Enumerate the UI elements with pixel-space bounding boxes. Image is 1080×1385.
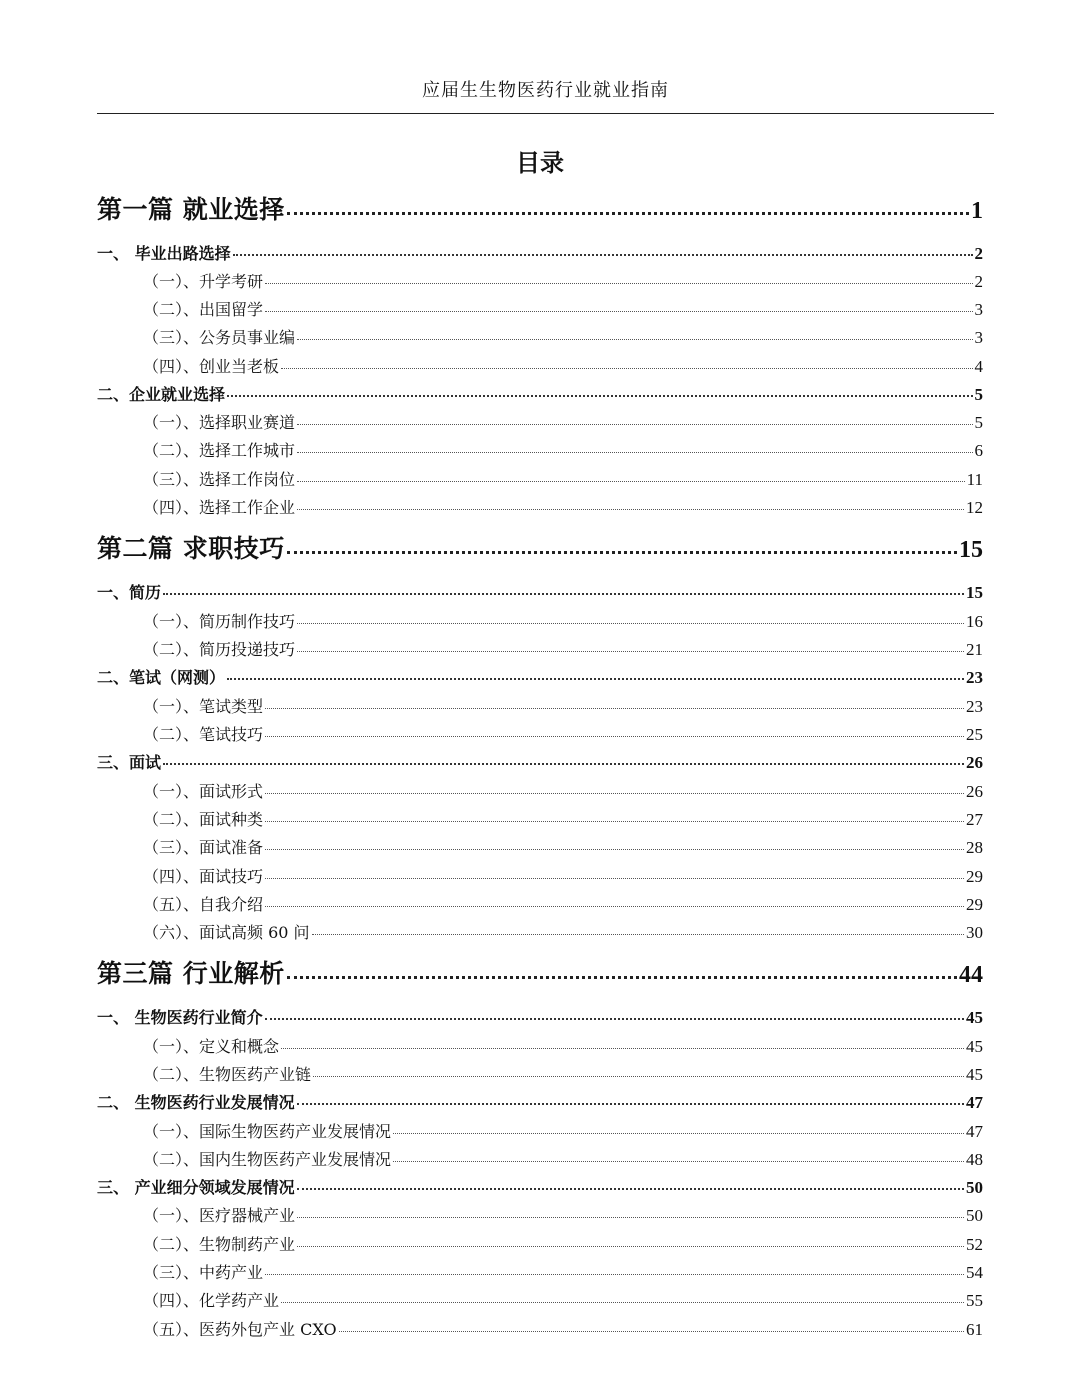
toc-entry-label: （一）、定义和概念 [143,1037,280,1056]
dot-leader [163,763,964,765]
toc-entry-label: （三）、选择工作岗位 [143,470,296,489]
dot-leader [265,821,964,822]
toc-entry-label: （五）、医药外包产业 CXO [143,1320,337,1339]
toc-entry-level-3[interactable] [97,609,983,632]
dot-leader [265,283,972,284]
running-header: 应届生生物医药行业就业指南 [422,80,669,101]
toc-entry-page-number: 27 [966,810,983,829]
dot-leader [297,424,972,425]
toc-entry-level-3[interactable] [97,1147,983,1170]
toc-entry-label: （一）、笔试类型 [143,697,264,716]
toc-entry-level-3[interactable] [97,1119,983,1142]
toc-entry-level-3[interactable] [97,779,983,802]
toc-entry-page-number: 61 [966,1320,983,1339]
dot-leader [297,651,964,652]
toc-entry-page-number: 3 [974,328,983,347]
toc-entry-level-3[interactable] [97,438,983,461]
dot-leader [313,1076,964,1077]
toc-entry-level-3[interactable] [97,354,983,377]
toc-entry-page-number: 30 [966,923,983,942]
toc-entry-page-number: 1 [971,198,983,224]
toc-entry-page-number: 54 [966,1263,983,1282]
toc-entry-page-number: 5 [974,385,983,404]
toc-entry-page-number: 23 [966,668,983,687]
toc-entry-label: （五）、自我介绍 [143,895,264,914]
toc-entry-page-number: 11 [966,470,983,489]
toc-entry-label: 一、 毕业出路选择 [97,244,231,263]
toc-entry-level-3[interactable] [97,297,983,320]
toc-entry-page-number: 25 [966,725,983,744]
toc-entry-level-2[interactable] [97,241,983,264]
dot-leader [265,736,964,737]
toc-entry-page-number: 6 [974,441,983,460]
toc-entry-page-number: 2 [974,272,983,291]
toc-entry-level-3[interactable] [97,410,983,433]
toc-entry-page-number: 45 [966,1008,983,1027]
toc-title: 目录 [516,149,564,177]
dot-leader [297,1103,964,1105]
toc-entry-label: （二）、选择工作城市 [143,441,296,460]
toc-entry-level-3[interactable] [97,722,983,745]
toc-entry-page-number: 23 [966,697,983,716]
toc-entry-page-number: 3 [974,300,983,319]
toc-entry-level-2[interactable] [97,1175,983,1198]
dot-leader [281,368,972,369]
dot-leader [281,1048,964,1049]
toc-entry-label: （四）、化学药产业 [143,1291,280,1310]
dot-leader [227,395,972,397]
toc-entry-page-number: 48 [966,1150,983,1169]
toc-entry-level-2[interactable] [97,750,983,773]
toc-entry-label: （二）、出国留学 [143,300,264,319]
dot-leader [265,708,964,709]
toc-entry-label: （二）、笔试技巧 [143,725,264,744]
toc-entry-label: （二）、生物医药产业链 [143,1065,312,1084]
toc-entry-page-number: 15 [959,537,983,563]
toc-entry-level-3[interactable] [97,1034,983,1057]
dot-leader [297,1217,964,1218]
toc-entry-level-3[interactable] [97,637,983,660]
toc-entry-page-number: 52 [966,1235,983,1254]
toc-entry-level-1[interactable] [97,954,983,990]
toc-entry-page-number: 21 [966,640,983,659]
toc-entry-page-number: 45 [966,1037,983,1056]
toc-entry-label: （一）、医疗器械产业 [143,1206,296,1225]
toc-entry-page-number: 28 [966,838,983,857]
dot-leader [287,551,957,554]
toc-entry-label: 三、面试 [97,753,162,772]
toc-entry-level-2[interactable] [97,580,983,603]
toc-entry-label: 第二篇 求职技巧 [97,534,285,563]
dot-leader [339,1331,964,1332]
toc-entry-label: （二）、简历投递技巧 [143,640,296,659]
toc-entry-page-number: 5 [974,413,983,432]
toc-entry-label: 二、 生物医药行业发展情况 [97,1093,295,1112]
dot-leader [265,1018,964,1020]
toc-entry-level-1[interactable] [97,529,983,565]
dot-leader [297,509,964,510]
toc-entry-label: 第三篇 行业解析 [97,959,285,988]
dot-leader [297,1188,964,1190]
dot-leader [297,452,972,453]
toc-entry-label: （一）、简历制作技巧 [143,612,296,631]
toc-entry-level-3[interactable] [97,1288,983,1311]
dot-leader [393,1133,964,1134]
toc-entry-label: （三）、中药产业 [143,1263,264,1282]
toc-entry-level-3[interactable] [97,807,983,830]
toc-entry-label: （二）、生物制药产业 [143,1235,296,1254]
toc-entry-level-3[interactable] [97,1232,983,1255]
toc-entry-label: （二）、面试种类 [143,810,264,829]
toc-entry-level-3[interactable] [97,892,983,915]
toc-entry-label: （三）、公务员事业编 [143,328,296,347]
toc-entry-label: （四）、选择工作企业 [143,498,296,517]
toc-entry-page-number: 26 [966,753,983,772]
toc-entry-level-2[interactable] [97,1005,983,1028]
dot-leader [265,849,964,850]
toc-entry-label: 三、 产业细分领域发展情况 [97,1178,295,1197]
dot-leader [393,1161,964,1162]
toc-entry-page-number: 29 [966,895,983,914]
dot-leader [297,481,965,482]
header-rule [97,113,994,114]
toc-entry-level-2[interactable] [97,382,983,405]
toc-entry-level-3[interactable] [97,1062,983,1085]
toc-entry-level-3[interactable] [97,1203,983,1226]
toc-entry-label: （一）、选择职业赛道 [143,413,296,432]
dot-leader [287,212,969,215]
toc-entry-label: 二、企业就业选择 [97,385,226,404]
toc-entry-level-3[interactable] [97,1260,983,1283]
dot-leader [227,678,964,680]
dot-leader [297,1246,964,1247]
toc-entry-page-number: 29 [966,867,983,886]
toc-entry-label: （四）、面试技巧 [143,867,264,886]
toc-entry-label: （二）、国内生物医药产业发展情况 [143,1150,392,1169]
dot-leader [265,906,964,907]
dot-leader [281,1302,964,1303]
toc-entry-level-1[interactable] [97,190,983,226]
toc-entry-level-2[interactable] [97,1090,983,1113]
toc-entry-page-number: 16 [966,612,983,631]
toc-entry-level-3[interactable] [97,495,983,518]
toc-entry-level-3[interactable] [97,325,983,348]
toc-entry-label: （三）、面试准备 [143,838,264,857]
dot-leader [265,311,972,312]
toc-entry-level-3[interactable] [97,835,983,858]
dot-leader [163,593,964,595]
dot-leader [265,878,964,879]
dot-leader [297,339,972,340]
toc-entry-page-number: 4 [974,357,983,376]
dot-leader [233,254,973,256]
toc-entry-page-number: 47 [966,1093,983,1112]
toc-entry-page-number: 50 [966,1178,983,1197]
toc-entry-page-number: 12 [966,498,983,517]
toc-entry-page-number: 44 [959,962,983,988]
dot-leader [265,793,964,794]
dot-leader [312,934,964,935]
toc-entry-page-number: 2 [974,244,983,263]
dot-leader [287,976,957,979]
toc-entry-page-number: 45 [966,1065,983,1084]
toc-entry-page-number: 15 [966,583,983,602]
toc-entry-page-number: 55 [966,1291,983,1310]
toc-entry-level-3[interactable] [97,1317,983,1340]
toc-entry-label: （四）、创业当老板 [143,357,280,376]
toc-entry-label: 第一篇 就业选择 [97,195,285,224]
toc-entry-page-number: 26 [966,782,983,801]
toc-entry-label: （一）、面试形式 [143,782,264,801]
toc-entry-label: 二、笔试（网测） [97,668,226,687]
toc-entry-level-3[interactable] [97,269,983,292]
toc-entry-page-number: 47 [966,1122,983,1141]
toc-entry-level-2[interactable] [97,665,983,688]
toc-entry-level-3[interactable] [97,864,983,887]
toc-entry-label: 一、简历 [97,583,162,602]
toc-entry-level-3[interactable] [97,694,983,717]
dot-leader [265,1274,964,1275]
dot-leader [297,623,964,624]
toc-entry-label: （六）、面试高频 60 问 [143,923,310,942]
toc-entry-page-number: 50 [966,1206,983,1225]
toc-entry-level-3[interactable] [97,920,983,943]
toc-entry-label: 一、 生物医药行业简介 [97,1008,263,1027]
toc-entry-label: （一）、升学考研 [143,272,264,291]
toc-entry-label: （一）、国际生物医药产业发展情况 [143,1122,392,1141]
toc-entry-level-3[interactable] [97,467,983,490]
